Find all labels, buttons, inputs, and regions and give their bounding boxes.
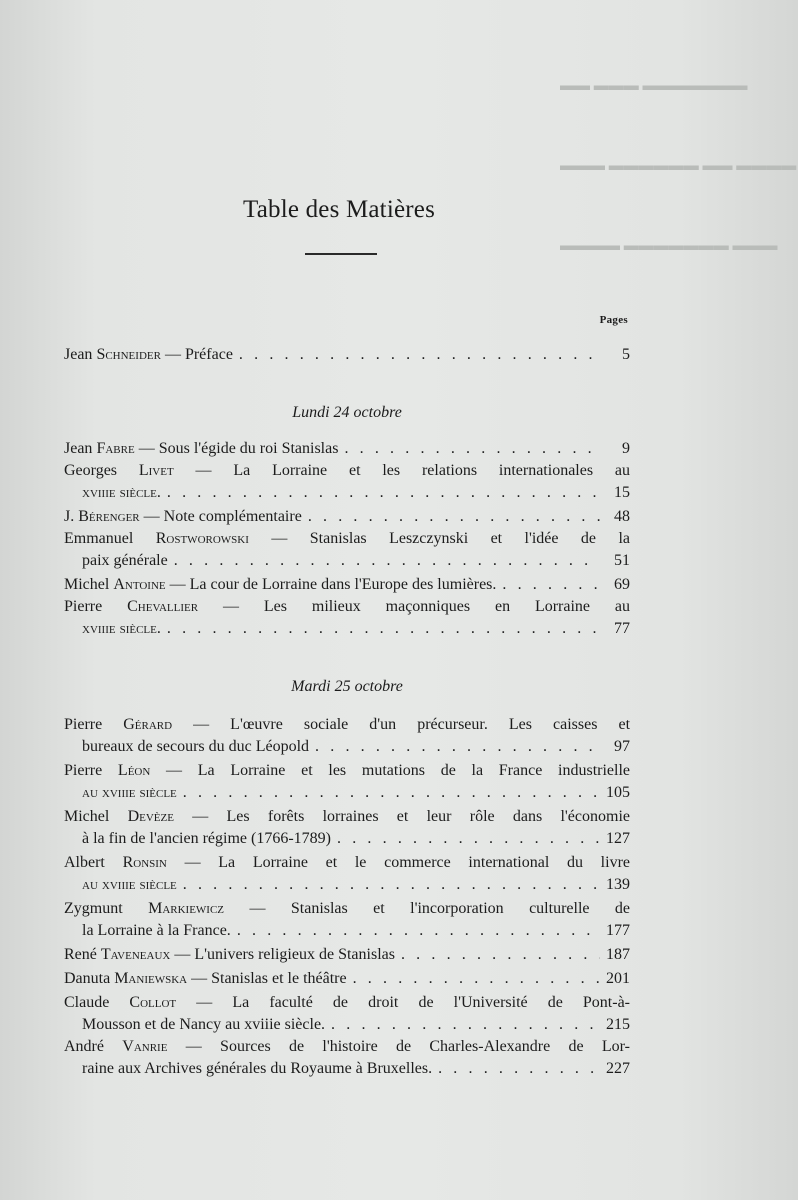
toc-entry <box>64 596 630 640</box>
toc-entry <box>64 574 630 596</box>
show-through: ▬▬ ▬▬▬ ▬▬▬▬▬▬▬ <box>560 78 748 94</box>
dot-leader <box>308 506 600 528</box>
day-heading: Mardi 25 octobre <box>291 678 403 695</box>
show-through: ▬▬▬ ▬▬▬▬▬▬ ▬▬ ▬▬▬▬ <box>560 158 797 174</box>
page-title: Table des Matières <box>242 196 436 223</box>
dot-leader <box>438 1058 600 1080</box>
entry-title-cont: paix générale <box>82 552 168 569</box>
entry-title: — La cour de Lorraine dans l'Europe des lumières. <box>169 576 497 593</box>
toc-entry <box>64 944 630 966</box>
page-number: 69 <box>614 576 630 593</box>
entry-title: — Préface <box>164 346 233 363</box>
entry-title-cont: xviiie siècle. <box>82 620 161 637</box>
entry-title: — Sous l'égide du roi Stanislas <box>138 440 339 457</box>
entry-title-line: Pierre Gérard — L'œuvre sociale d'un précurseur. Les caisses et <box>64 716 631 733</box>
dot-leader <box>183 874 600 896</box>
page-number: 51 <box>614 552 630 569</box>
toc-entry-preface <box>64 344 630 366</box>
page-number: 48 <box>614 508 630 525</box>
entry-title-cont: raine aux Archives générales du Royaume à Bruxelles. <box>82 1060 433 1077</box>
title-rule <box>305 253 377 255</box>
toc-entry <box>64 460 630 504</box>
entry-title-line: Albert Ronsin — La Lorraine et le commerce international du livre <box>64 854 631 871</box>
entry-title-cont: xviiie siècle. <box>82 484 161 501</box>
dot-leader <box>167 618 600 640</box>
dot-leader <box>331 1014 600 1036</box>
entry-title-cont: au xviiie siècle <box>82 876 177 893</box>
toc-entry <box>64 852 630 896</box>
author: Danuta Maniewska <box>64 970 188 987</box>
entry-title-line: Georges Livet — La Lorraine et les relations internationales au <box>64 462 631 479</box>
show-through: ▬▬▬▬ ▬▬▬▬▬▬▬ ▬▬▬ <box>560 238 778 254</box>
page-number: 139 <box>606 876 630 893</box>
dot-leader <box>239 344 600 366</box>
dot-leader <box>353 968 600 990</box>
dot-leader <box>183 782 600 804</box>
entry-title-cont: bureaux de secours du duc Léopold <box>82 738 310 755</box>
dot-leader <box>315 736 600 758</box>
dot-leader <box>167 482 600 504</box>
dot-leader <box>401 944 600 966</box>
entry-title: — L'univers religieux de Stanislas <box>174 946 395 963</box>
toc-entry <box>64 1036 630 1080</box>
author: J. Bérenger <box>64 508 140 525</box>
page-number: 97 <box>614 738 630 755</box>
dot-leader <box>502 574 600 596</box>
page-number: 5 <box>622 346 630 363</box>
page-number: 15 <box>614 484 630 501</box>
entry-title-cont: à la fin de l'ancien régime (1766-1789) <box>82 830 332 847</box>
author: Jean Schneider <box>64 346 161 363</box>
toc-entry <box>64 438 630 460</box>
pages-column-header: Pages <box>599 314 628 326</box>
dot-leader <box>337 828 600 850</box>
entry-title-line: André Vanrie — Sources de l'histoire de Charles-Alexandre de Lor- <box>64 1038 631 1055</box>
toc-entry <box>64 760 630 804</box>
entry-title-line: Claude Collot — La faculté de droit de l'Université de Pont-à- <box>64 994 631 1011</box>
author: Michel Antoine <box>64 576 166 593</box>
page-number: 187 <box>606 946 630 963</box>
page-number: 127 <box>606 830 630 847</box>
toc-entry <box>64 992 630 1036</box>
page-number: 9 <box>622 440 630 457</box>
author: Jean Fabre <box>64 440 135 457</box>
toc-entry <box>64 506 630 528</box>
day-heading: Lundi 24 octobre <box>292 404 402 421</box>
entry-title-line: Zygmunt Markiewicz — Stanislas et l'incorporation culturelle de <box>64 900 631 917</box>
toc-entry <box>64 806 630 850</box>
entry-title: — Note complémentaire <box>143 508 302 525</box>
dot-leader <box>344 438 600 460</box>
entry-title-line: Michel Devèze — Les forêts lorraines et leur rôle dans l'économie <box>64 808 631 825</box>
dot-leader <box>174 550 600 572</box>
page-number: 77 <box>614 620 630 637</box>
toc-entry <box>64 898 630 942</box>
dot-leader <box>237 920 600 942</box>
page-number: 201 <box>606 970 630 987</box>
entry-title-cont: Mousson et de Nancy au xviiie siècle. <box>82 1016 326 1033</box>
toc-entry <box>64 714 630 758</box>
entry-title: — Stanislas et le théâtre <box>191 970 347 987</box>
page-number: 177 <box>606 922 630 939</box>
toc-entry <box>64 528 630 572</box>
page-number: 105 <box>606 784 630 801</box>
entry-title-cont: la Lorraine à la France. <box>82 922 231 939</box>
entry-title-line: Emmanuel Rostworowski — Stanislas Leszczynski et l'idée de la <box>64 530 630 547</box>
entry-title-line: Pierre Chevallier — Les milieux maçonniques en Lorraine au <box>64 598 631 615</box>
page-number: 215 <box>606 1016 630 1033</box>
entry-title-line: Pierre Léon — La Lorraine et les mutations de la France industrielle <box>64 762 631 779</box>
author: René Taveneaux <box>64 946 171 963</box>
entry-title-cont: au xviiie siècle <box>82 784 177 801</box>
page-number: 227 <box>606 1060 630 1077</box>
toc-entry <box>64 968 630 990</box>
